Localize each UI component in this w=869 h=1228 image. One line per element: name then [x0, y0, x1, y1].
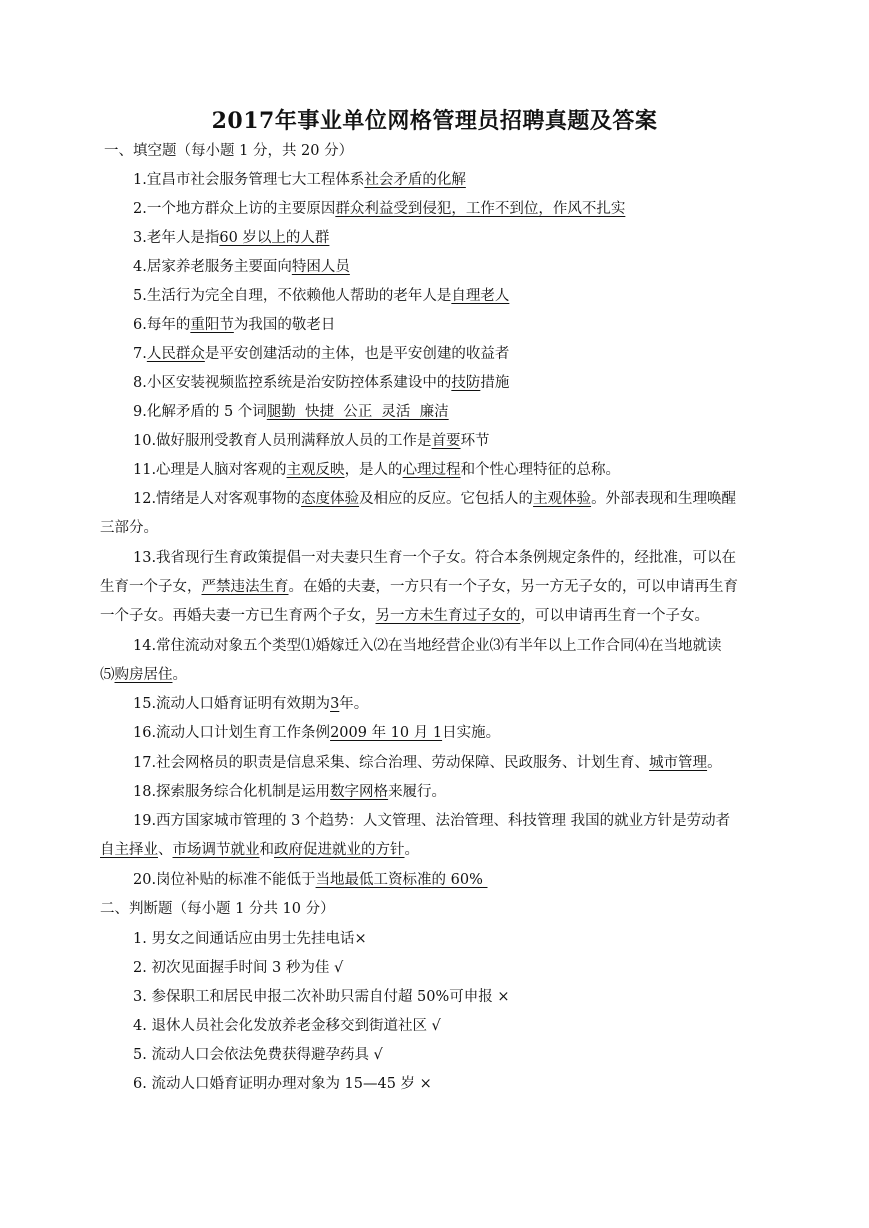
fill-question-20: 20.岗位补贴的标准不能低于当地最低工资标准的 60% [133, 872, 488, 888]
answer: 特困人员 [291, 259, 350, 275]
document-title: 2017年事业单位网格管理员招聘真题及答案 [211, 108, 658, 134]
answer: 群众利益受到侵犯，工作不到位，作风不扎实 [335, 201, 626, 217]
fill-question-17: 17.社会网格员的职责是信息采集、综合治理、劳动保障、民政服务、计划生育、城市管理。 [133, 755, 722, 771]
answer: 2009 年 10 月 1 [330, 725, 443, 741]
fill-question-16: 16.流动人口计划生育工作条例2009 年 10 月 1日实施。 [133, 725, 501, 741]
answer: 严禁违法生育 [201, 579, 289, 595]
fill-question-1: 1.宜昌市社会服务管理七大工程体系社会矛盾的化解 [133, 172, 466, 188]
answer: 首要 [431, 433, 461, 449]
fill-question-9: 9.化解矛盾的 5 个词腿勤 快捷 公正 灵活 廉洁 [133, 404, 449, 420]
answer: 60 岁以上的人群 [219, 230, 330, 246]
answer: 自理老人 [451, 288, 510, 304]
judge-item: 4. 退休人员社会化发放养老金移交到街道社区 √ [133, 1018, 441, 1034]
fill-question-14-line-2: ⑸购房居住。 [100, 667, 187, 683]
fill-question-13: 13.我省现行生育政策提倡一对夫妻只生育一个子女。符合本条例规定条件的，经批准，可以在 [133, 550, 737, 566]
fill-question-10: 10.做好服刑受教育人员刑满释放人员的工作是首要环节 [133, 433, 490, 449]
answer: 另一方未生育过子女的 [375, 608, 521, 624]
answer: 人民群众 [146, 346, 205, 362]
fill-question-7: 7.人民群众是平安创建活动的主体，也是平安创建的收益者 [133, 346, 510, 362]
section-heading-fill-in: 一、填空题（每小题 1 分，共 20 分） [104, 143, 354, 159]
answer: 自主择业 [100, 842, 158, 858]
fill-question-3: 3.老年人是指60 岁以上的人群 [133, 230, 330, 246]
judge-item: 5. 流动人口会依法免费获得避孕药具 √ [133, 1047, 383, 1063]
section-heading-true-false: 二、判断题（每小题 1 分共 10 分） [100, 901, 335, 917]
judge-item: 6. 流动人口婚育证明办理对象为 15—45 岁 × [133, 1076, 432, 1092]
answer: 3 [330, 696, 340, 712]
answer: 主观反映 [286, 462, 345, 478]
fill-question-11: 11.心理是人脑对客观的主观反映，是人的心理过程和个性心理特征的总称。 [133, 462, 621, 478]
fill-question-5: 5.生活行为完全自理，不依赖他人帮助的老年人是自理老人 [133, 288, 510, 304]
judge-item: 2. 初次见面握手时间 3 秒为佳 √ [133, 960, 344, 976]
answer: 心理过程 [402, 462, 461, 478]
answer: 态度体验 [301, 491, 360, 507]
fill-question-12-continued: 三部分。 [100, 520, 158, 536]
fill-question-18: 18.探索服务综合化机制是运用数字网格来履行。 [133, 784, 447, 800]
answer: 数字网格 [330, 784, 389, 800]
answer: 购房居住 [114, 667, 173, 683]
fill-question-8: 8.小区安装视频监控系统是治安防控体系建设中的技防措施 [133, 375, 510, 391]
fill-question-14: 14.常住流动对象五个类型⑴婚嫁迁入⑵在当地经营企业⑶有半年以上工作合同⑷在当地就读 [133, 638, 722, 654]
answer: 技防 [451, 375, 481, 391]
fill-question-12: 12.情绪是人对客观事物的态度体验及相应的反应。它包括人的主观体验。外部表现和生理唤醒 [133, 491, 737, 507]
answer: 当地最低工资标准的 60% [315, 872, 488, 888]
answer: 主观体验 [533, 491, 592, 507]
fill-question-19-line-2: 自主择业、市场调节就业和政府促进就业的方针。 [100, 842, 419, 858]
judge-item: 3. 参保职工和居民申报二次补助只需自付超 50%可申报 × [133, 989, 510, 1005]
answer: 重阳节 [190, 317, 234, 333]
judge-item: 1. 男女之间通话应由男士先挂电话× [133, 931, 367, 947]
fill-question-13-line-3: 一个子女。再婚夫妻一方已生育两个子女，另一方未生育过子女的，可以申请再生育一个子女。 [100, 608, 709, 624]
fill-question-4: 4.居家养老服务主要面向特困人员 [133, 259, 350, 275]
answer: 政府促进就业的方针 [274, 842, 405, 858]
answer: 市场调节就业 [172, 842, 260, 858]
fill-question-2: 2.一个地方群众上访的主要原因群众利益受到侵犯，工作不到位，作风不扎实 [133, 201, 626, 217]
fill-question-19: 19.西方国家城市管理的 3 个趋势：人文管理、法治管理、科技管理 我国的就业方针是劳动者 [133, 813, 731, 829]
answer: 腿勤 快捷 公正 灵活 廉洁 [266, 404, 449, 420]
fill-question-13-line-2: 生育一个子女，严禁违法生育。在婚的夫妻，一方只有一个子女，另一方无子女的，可以申请再生育 [100, 579, 738, 595]
fill-question-15: 15.流动人口婚育证明有效期为3年。 [133, 696, 369, 712]
answer: 城市管理 [649, 755, 708, 771]
answer: 社会矛盾的化解 [364, 172, 466, 188]
fill-question-6: 6.每年的重阳节为我国的敬老日 [133, 317, 336, 333]
